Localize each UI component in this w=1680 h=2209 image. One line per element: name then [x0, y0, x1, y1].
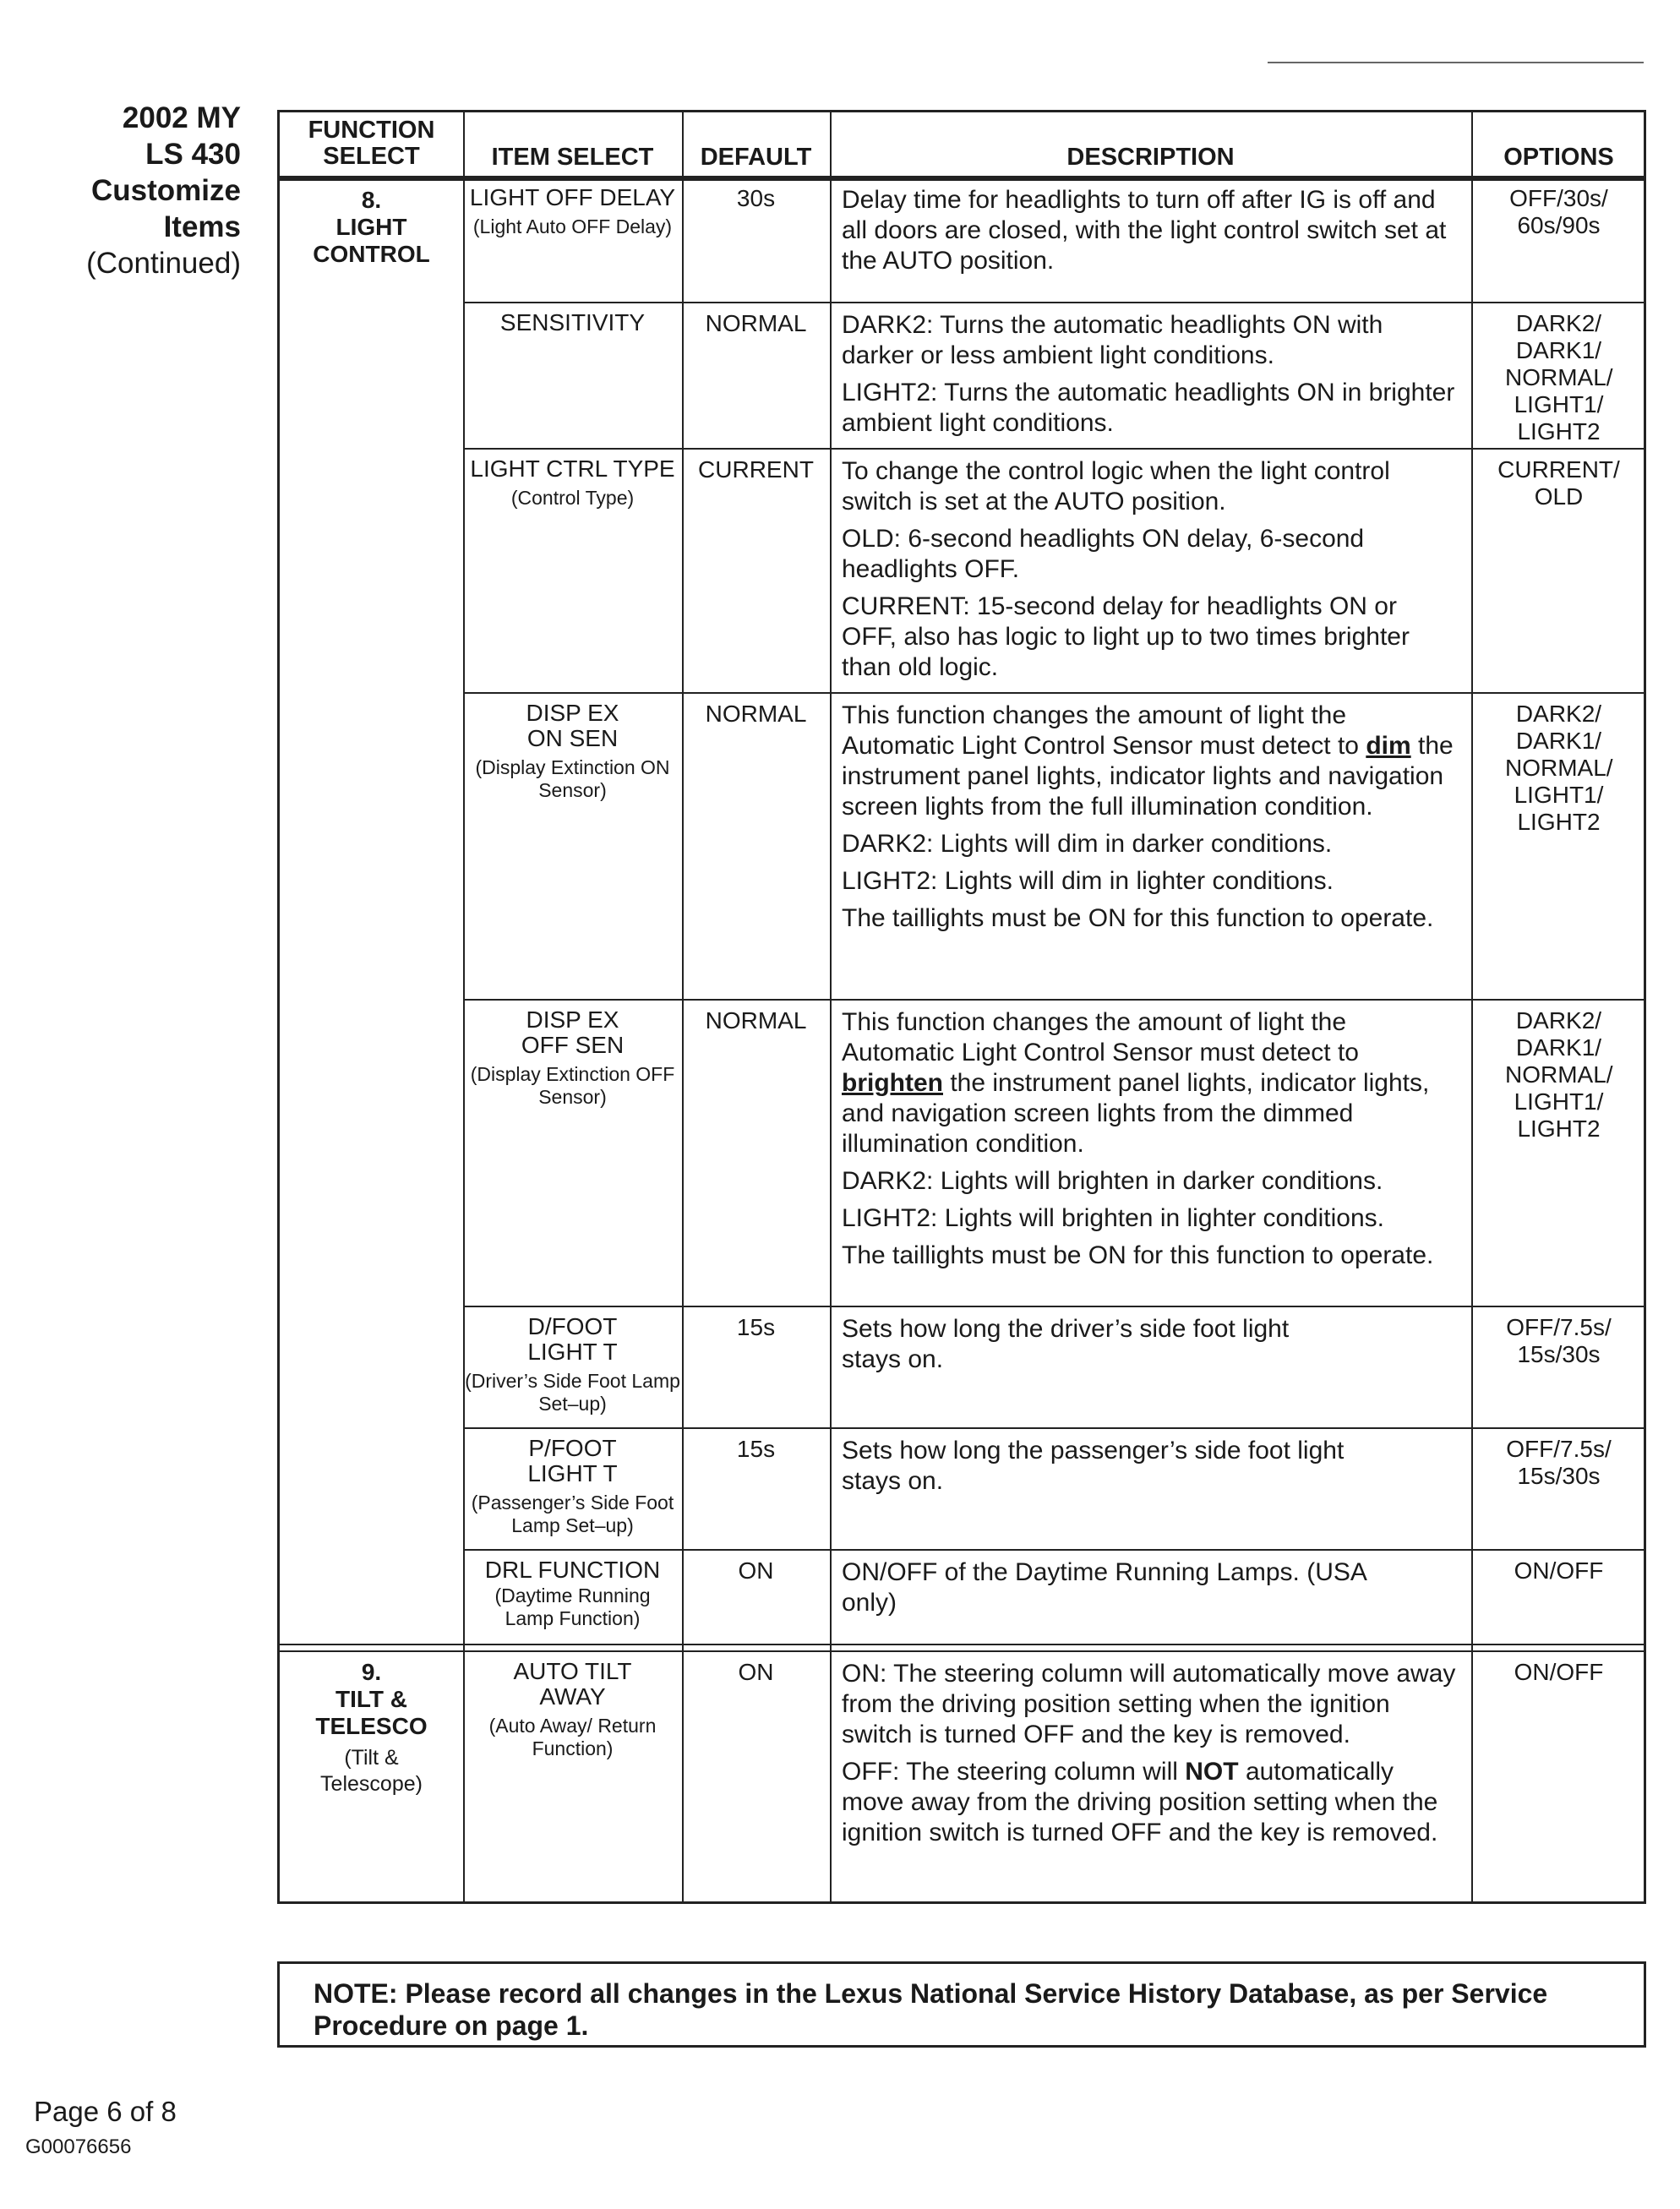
description-text: LIGHT2: Lights will brighten in lighter conditions.	[842, 1204, 1384, 1232]
item-sensitivity	[463, 310, 682, 335]
default-value: 15s	[736, 1314, 776, 1340]
section-heading	[34, 100, 241, 281]
item-p-foot-light-t	[463, 1436, 682, 1537]
item-note: (Light Auto OFF Delay)	[472, 215, 673, 237]
description	[830, 310, 1471, 445]
row-divider	[463, 448, 1644, 450]
row-divider	[463, 1427, 1644, 1429]
description	[830, 1314, 1471, 1382]
default-value: ON	[738, 1659, 774, 1685]
description	[830, 1436, 1471, 1503]
section-title-2: Items	[163, 210, 241, 243]
description-text-part: This function changes the amount of light the Automatic Light Control Sensor must detect to	[842, 1008, 1359, 1066]
note-box: NOTE: Please record all changes in the Lexus National Service History Database, as per Service Procedure on page 1.	[277, 1961, 1646, 2048]
item-name: P/FOOT LIGHT T	[527, 1435, 618, 1486]
description	[830, 1557, 1471, 1625]
top-rule	[1268, 62, 1644, 63]
description-text	[842, 1007, 1456, 1159]
description-text: LIGHT2: Lights will dim in lighter conditions.	[842, 867, 1334, 895]
emphasis-not: NOT	[1185, 1758, 1239, 1786]
item-name: D/FOOT LIGHT T	[527, 1313, 618, 1365]
default-value: ON	[738, 1557, 774, 1584]
description-text: Sets how long the driver’s side foot light stays on.	[842, 1315, 1290, 1373]
description	[830, 185, 1471, 283]
description-text	[842, 1757, 1456, 1848]
continued-label: (Continued)	[86, 247, 241, 280]
row-divider	[463, 999, 1644, 1001]
item-note: (Control Type)	[510, 487, 635, 509]
item-disp-ex-on-sen	[463, 701, 682, 802]
header-default: DEFAULT	[700, 144, 812, 171]
default-value: NORMAL	[705, 310, 807, 336]
item-note: (Display Extinction ON Sensor)	[475, 756, 670, 801]
description-text: ON: The steering column will automatically move away from the driving position setting when the ignition switch is turned OFF and the key is removed.	[842, 1660, 1456, 1748]
row-divider	[463, 1549, 1644, 1551]
description-text: Delay time for headlights to turn off after IG is off and all doors are closed, with the light control switch set at the AUTO position.	[842, 186, 1447, 275]
item-name: SENSITIVITY	[499, 309, 646, 335]
row-divider	[463, 692, 1644, 694]
model-year: 2002 MY	[122, 101, 241, 134]
description-text-part: This function changes the amount of light the Automatic Light Control Sensor must detect to	[842, 701, 1359, 760]
description-text-part: the instrument panel lights, indicator lights, and navigation screen lights from the dimmed illumination condition.	[842, 1069, 1430, 1158]
options-value: OFF/30s/ 60s/90s	[1509, 185, 1608, 238]
description-text: To change the control logic when the light control switch is set at the AUTO position.	[842, 457, 1390, 515]
item-name: DISP EX ON SEN	[526, 700, 619, 751]
options-value: CURRENT/ OLD	[1497, 456, 1620, 510]
description-text: The taillights must be ON for this function to operate.	[842, 1241, 1434, 1269]
default-value: NORMAL	[705, 701, 807, 727]
item-name: DRL FUNCTION	[484, 1557, 661, 1583]
header-function-select: FUNCTION SELECT	[308, 117, 435, 170]
item-name: DISP EX OFF SEN	[521, 1006, 625, 1058]
section-title-1: Customize	[91, 174, 241, 207]
item-light-ctrl-type	[463, 456, 682, 510]
description	[830, 701, 1471, 941]
default-value: NORMAL	[705, 1007, 807, 1034]
header-options: OPTIONS	[1503, 144, 1614, 171]
options-value: ON/OFF	[1514, 1659, 1604, 1685]
options-value: OFF/7.5s/ 15s/30s	[1506, 1314, 1612, 1367]
description-text: Sets how long the passenger’s side foot light stays on.	[842, 1437, 1345, 1495]
item-note: (Daytime Running Lamp Function)	[494, 1584, 651, 1629]
description-text: CURRENT: 15-second delay for headlights ON or OFF, also has logic to light up to two times brighter than old logic.	[842, 592, 1410, 681]
description	[830, 1659, 1471, 1855]
description-text: DARK2: Turns the automatic headlights ON with darker or less ambient light conditions.	[842, 311, 1383, 369]
description-text: OLD: 6-second headlights ON delay, 6-second headlights OFF.	[842, 525, 1365, 583]
description	[830, 456, 1471, 690]
row-divider	[463, 302, 1644, 303]
group-divider	[280, 1644, 1644, 1645]
row-divider	[463, 1306, 1644, 1307]
emphasis-dim: dim	[1366, 732, 1411, 760]
item-name: LIGHT CTRL TYPE	[470, 455, 675, 482]
header-item-select: ITEM SELECT	[491, 144, 654, 171]
group-divider	[280, 1650, 1644, 1652]
item-drl-function	[463, 1557, 682, 1630]
options-value: DARK2/ DARK1/ NORMAL/ LIGHT1/ LIGHT2	[1505, 310, 1613, 445]
item-auto-tilt-away	[463, 1659, 682, 1760]
group-number: 8.	[361, 187, 382, 213]
group-name: TILT & TELESCO	[315, 1686, 428, 1739]
description-text: ON/OFF of the Daytime Running Lamps. (USA only)	[842, 1558, 1366, 1617]
item-note: (Auto Away/ Return Function)	[488, 1715, 657, 1759]
description-text-part: OFF: The steering column will	[842, 1758, 1178, 1786]
group-number: 9.	[361, 1659, 382, 1685]
options-value: OFF/7.5s/ 15s/30s	[1506, 1436, 1612, 1489]
description	[830, 1007, 1471, 1278]
description-text-part: automatically move away from the driving position setting when the ignition switch is turned OFF and the key is removed.	[842, 1758, 1438, 1846]
group-name: LIGHT CONTROL	[313, 214, 430, 267]
item-disp-ex-off-sen	[463, 1007, 682, 1109]
group-light-control	[280, 187, 463, 268]
default-value: 30s	[736, 185, 776, 211]
item-d-foot-light-t	[463, 1314, 682, 1415]
description-text: The taillights must be ON for this function to operate.	[842, 904, 1434, 932]
item-note: (Driver’s Side Foot Lamp Set–up)	[465, 1370, 680, 1415]
page-number: Page 6 of 8	[34, 2096, 177, 2127]
item-name: LIGHT OFF DELAY	[469, 184, 676, 210]
options-value: DARK2/ DARK1/ NORMAL/ LIGHT1/ LIGHT2	[1505, 1007, 1613, 1142]
model-name: LS 430	[145, 138, 241, 171]
options-value: ON/OFF	[1514, 1557, 1604, 1584]
item-name: AUTO TILT AWAY	[513, 1658, 632, 1710]
header-rule	[280, 176, 1644, 181]
emphasis-brighten: brighten	[842, 1069, 943, 1097]
header-description: DESCRIPTION	[1066, 144, 1235, 171]
default-value: 15s	[736, 1436, 776, 1462]
group-tilt-telesco	[280, 1659, 463, 1797]
customize-table	[277, 110, 1646, 1904]
description-text-part: the instrument panel lights, indicator lights and navigation screen lights from the full illumination condition.	[842, 732, 1454, 821]
group-subtitle: (Tilt & Telescope)	[320, 1746, 423, 1796]
item-note: (Display Extinction OFF Sensor)	[470, 1063, 675, 1108]
item-note: (Passenger’s Side Foot Lamp Set–up)	[471, 1492, 674, 1536]
document-id: G00076656	[25, 2135, 132, 2158]
description-text: DARK2: Lights will brighten in darker conditions.	[842, 1167, 1383, 1195]
options-value: DARK2/ DARK1/ NORMAL/ LIGHT1/ LIGHT2	[1505, 701, 1613, 835]
description-text	[842, 701, 1456, 822]
description-text: LIGHT2: Turns the automatic headlights ON in brighter ambient light conditions.	[842, 379, 1455, 437]
item-light-off-delay	[463, 185, 682, 238]
description-text: DARK2: Lights will dim in darker conditions.	[842, 830, 1333, 858]
default-value: CURRENT	[698, 456, 814, 483]
